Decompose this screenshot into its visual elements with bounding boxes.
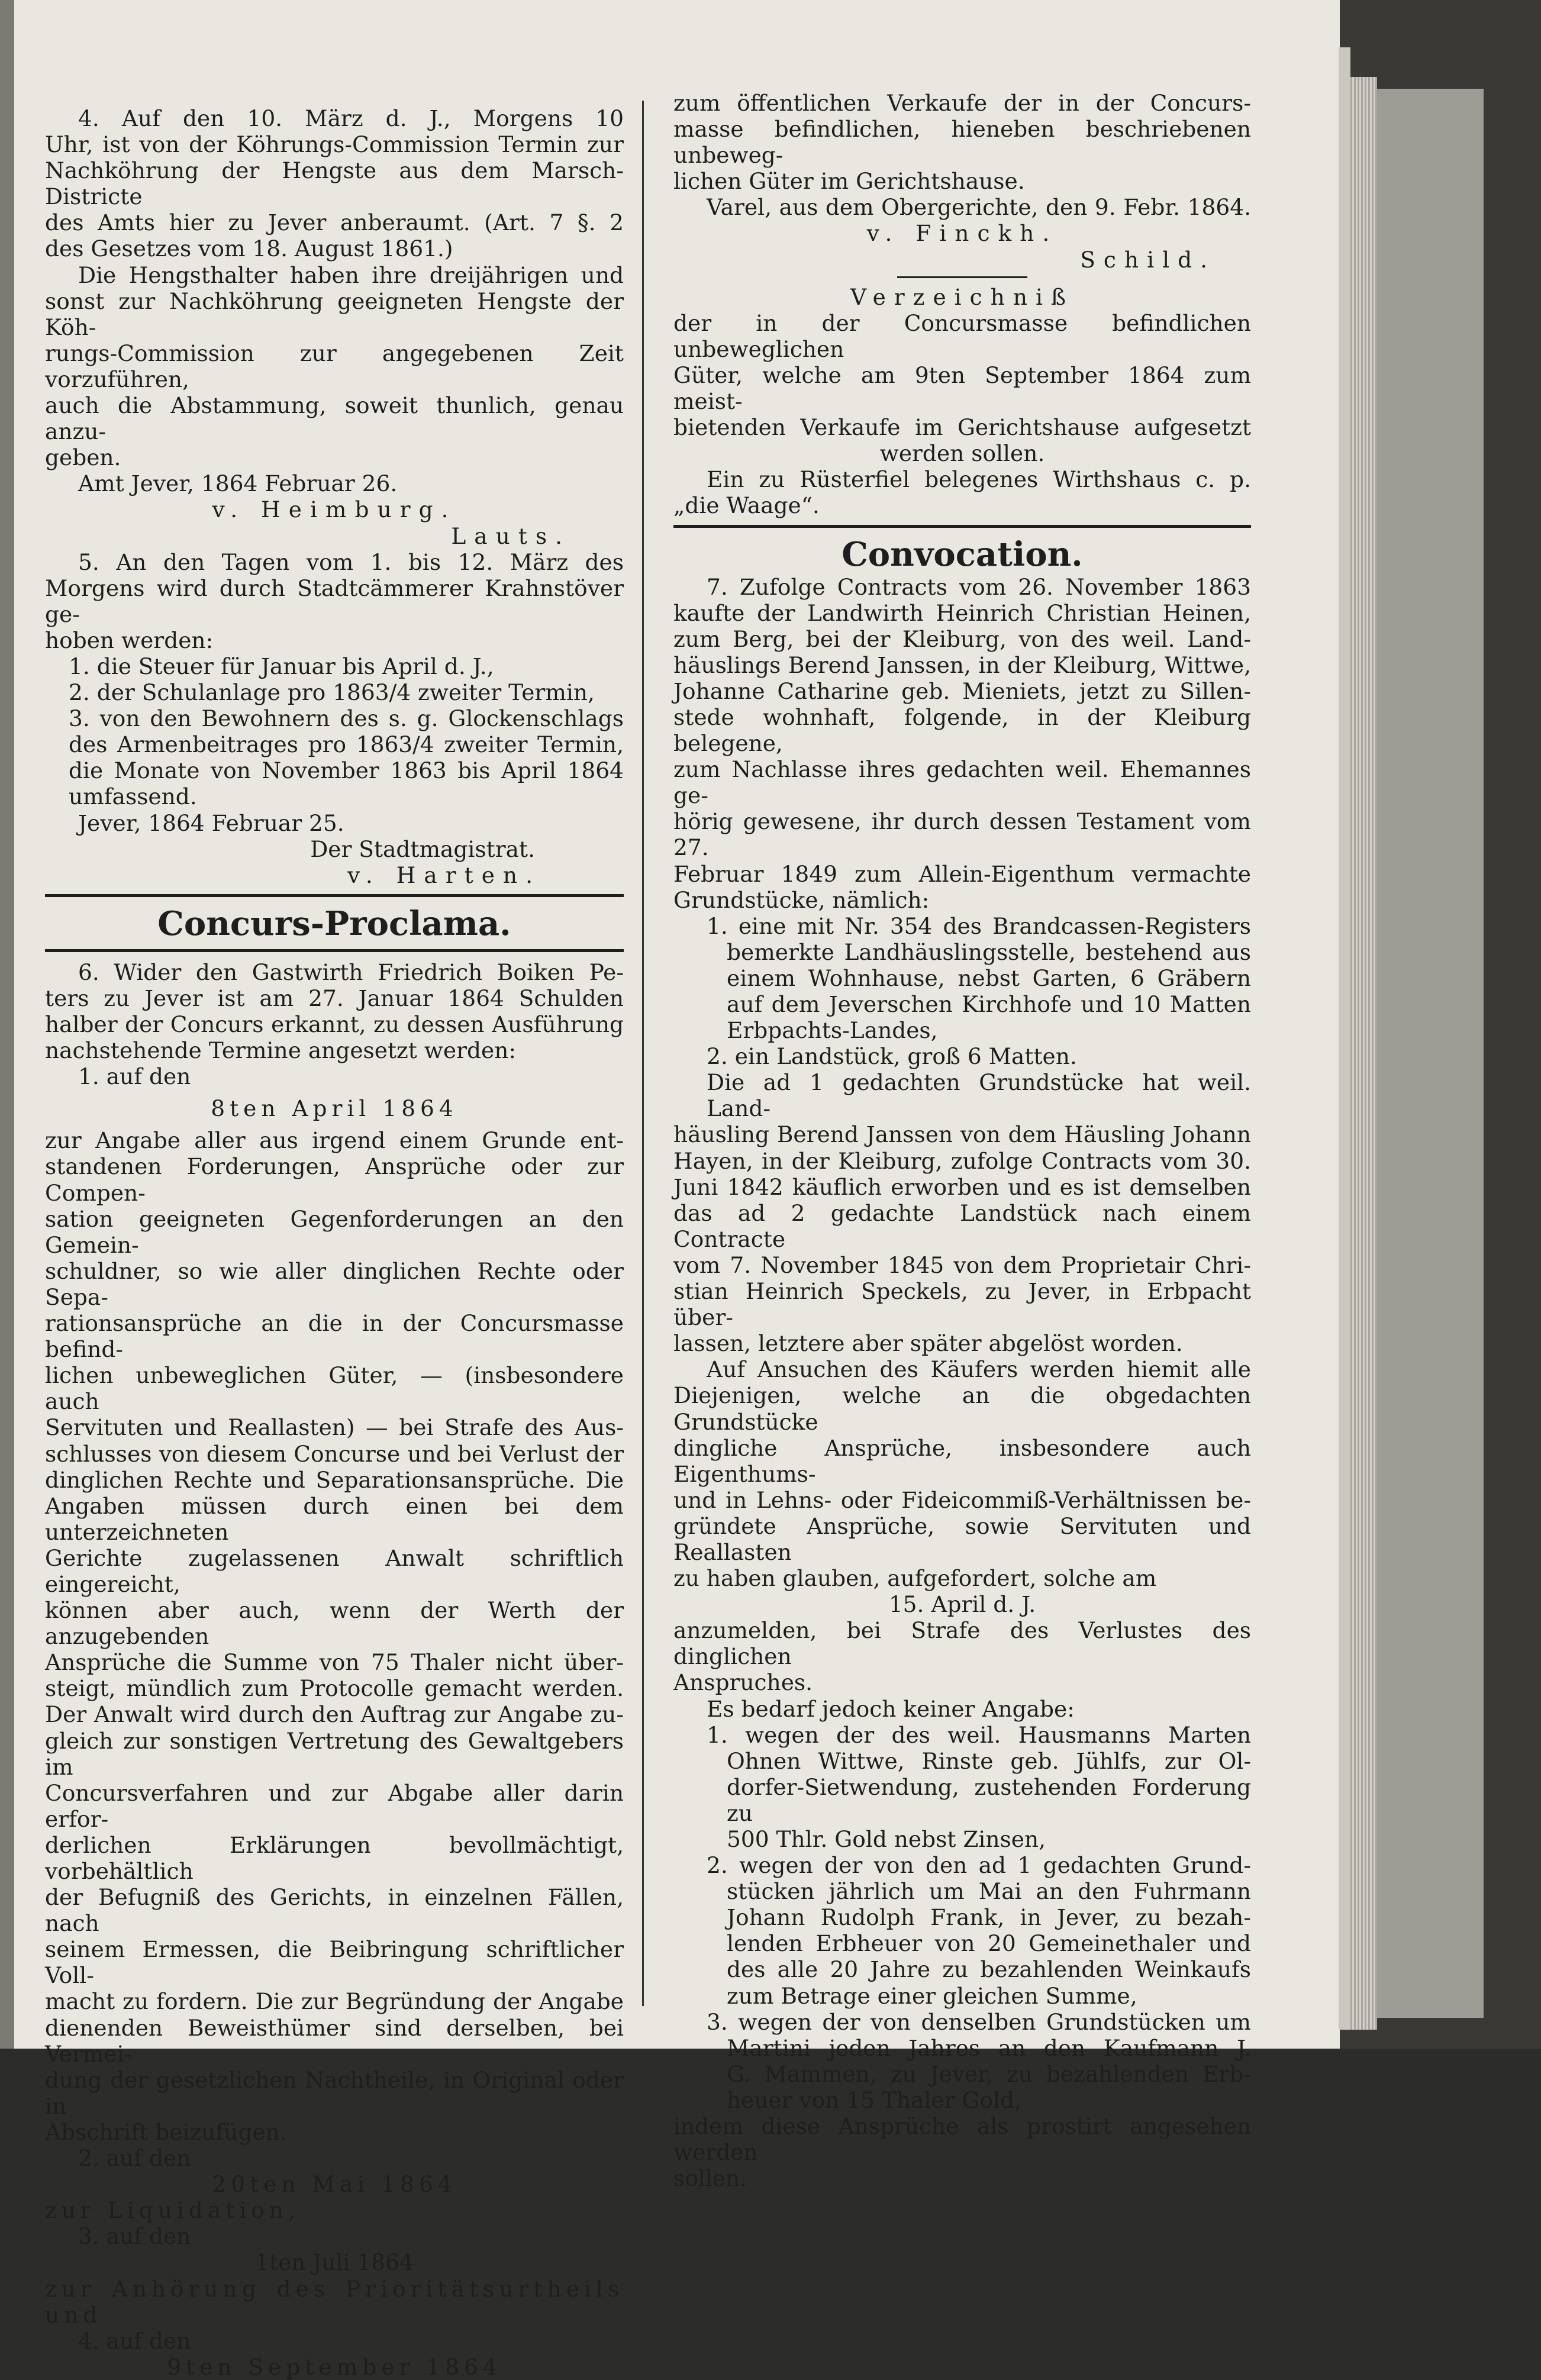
text-line: G. Mammen, zu Jever, zu bezahlenden Erb- (727, 2060, 1251, 2087)
text-line: die Monate von November 1863 bis April 1864 (69, 757, 624, 784)
text-line: lichen Güter im Gerichtshause. (673, 168, 1025, 195)
signature: v. Harten. (347, 862, 541, 888)
section-rule (673, 525, 1251, 528)
text-line: sation geeigneten Gegenforderungen an den Gemein- (45, 1205, 624, 1258)
date-line: 8ten April 1864 (211, 1095, 458, 1122)
text-line: stücken jährlich um Mai an den Fuhrmann (727, 1878, 1251, 1905)
text-line: Martini jeden Jahres an den Kaufmann J. (727, 2034, 1251, 2061)
previous-leaf-edge (0, 0, 14, 2049)
date-line: 15. April d. J. (888, 1591, 1036, 1618)
text-line: heuer von 15 Thaler Gold, (727, 2086, 1022, 2113)
text-line: ters zu Jever ist am 27. Januar 1864 Schulden (45, 985, 624, 1011)
text-line: Gerichte zugelassenen Anwalt schriftlich eingereicht, (45, 1544, 624, 1597)
text-line: hörig gewesene, ihr durch dessen Testament vom 27. (673, 808, 1251, 861)
text-line: rungs-Commission zur angegebenen Zeit vorzuführen, (45, 340, 624, 392)
text-line: Güter, welche am 9ten September 1864 zum meist- (673, 362, 1251, 415)
text-line: Anspruches. (673, 1669, 813, 1696)
text-line: das ad 2 gedachte Landstück nach einem Contracte (673, 1199, 1251, 1252)
text-line: sonst zur Nachköhrung geeigneten Hengste der Köh- (45, 288, 624, 340)
dateline: Amt Jever, 1864 Februar 26. (78, 470, 398, 497)
text-line: und in Lehns- oder Fideicommiß-Verhältnissen be- (673, 1486, 1251, 1513)
short-rule (897, 276, 1027, 278)
text-line: dinglichen Rechte und Separationsansprüche. Die (45, 1466, 624, 1493)
dateline: Varel, aus dem Obergerichte, den 9. Febr. 1864. (707, 194, 1251, 221)
text-line: umfassend. (69, 783, 197, 810)
text-line: dingliche Ansprüche, insbesondere auch Eigenthums- (673, 1434, 1251, 1487)
text-line: Johann Rudolph Frank, in Jever, zu bezah- (727, 1904, 1251, 1931)
text-line: zur Anhörung des Prioritätsurtheils und (45, 2275, 624, 2328)
list-item: 2. wegen der von den ad 1 gedachten Grund- (707, 1852, 1251, 1879)
text-line: können aber auch, wenn der Werth der anzugebenden (45, 1597, 624, 1650)
text-line: zum Nachlasse ihres gedachten weil. Ehemannes ge- (673, 756, 1251, 809)
text-line: der Befugniß des Gerichts, in einzelnen Fällen, nach (45, 1884, 624, 1937)
signature: Lauts. (451, 523, 570, 549)
text-line: macht zu fordern. Die zur Begründung der Angabe (45, 1988, 624, 2015)
text-line: gleich zur sonstigen Vertretung des Gewaltgebers im (45, 1727, 624, 1780)
text-line: standenen Forderungen, Ansprüche oder zur Compen- (45, 1153, 624, 1206)
text-line: lichen unbeweglichen Güter, — (insbesondere auch (45, 1362, 624, 1415)
text-line: auch die Abstammung, soweit thunlich, genau anzu- (45, 392, 624, 445)
signature: Schild. (1080, 246, 1216, 273)
right-column (673, 90, 1251, 2191)
text-line: gründete Ansprüche, sowie Servituten und Reallasten (673, 1513, 1251, 1565)
text-line: häusling Berend Janssen von dem Häusling Johann (673, 1121, 1251, 1148)
list-item: 2. der Schulanlage pro 1863/4 zweiter Termin, (69, 679, 595, 706)
text-line: des alle 20 Jahre zu bezahlenden Weinkaufs (727, 1956, 1251, 1983)
date-line: 1ten Juli 1864 (255, 2249, 414, 2276)
text-line: Die Hengsthalter haben ihre dreijährigen und (78, 262, 624, 288)
list-item: 3. von den Bewohnern des s. g. Glockenschlags (69, 705, 624, 732)
text-line: Juni 1842 käuflich erworben und es ist demselben (673, 1173, 1251, 1200)
text-line: 5. An den Tagen vom 1. bis 12. März des (78, 549, 624, 575)
text-line: Die ad 1 gedachten Grundstücke hat weil. Land- (707, 1069, 1251, 1122)
text-line: sollen. (673, 2165, 747, 2192)
text-line: Concursverfahren und zur Abgabe aller darin erfor- (45, 1779, 624, 1832)
text-line: Servituten und Reallasten) — bei Strafe des Aus- (45, 1414, 624, 1441)
text-line: auf dem Jeverschen Kirchhofe und 10 Matten (727, 991, 1251, 1017)
text-line: lassen, letztere aber später abgelöst worden. (673, 1330, 1183, 1357)
list-item: 1. eine mit Nr. 354 des Brandcassen-Registers (707, 912, 1251, 939)
book-cover-edge (1377, 89, 1484, 2018)
text-line: Auf Ansuchen des Käufers werden hiemit alle (707, 1356, 1251, 1383)
text-line: werden sollen. (879, 440, 1045, 467)
text-line: 6. Wider den Gastwirth Friedrich Boiken Pe- (78, 959, 624, 985)
date-line: 20ten Mai 1864 (212, 2171, 457, 2198)
text-line: 1. auf den (78, 1063, 191, 1090)
text-line: zum Berg, bei der Kleiburg, von des weil. Land- (673, 625, 1251, 652)
text-line: zu haben glauben, aufgefordert, solche am (673, 1565, 1157, 1592)
text-line: Uhr, ist von der Köhrungs-Commission Termin zur (45, 131, 624, 158)
section-rule (45, 894, 624, 897)
text-line: Es bedarf jedoch keiner Angabe: (707, 1695, 1075, 1722)
text-line: Februar 1849 zum Allein-Eigenthum vermachte (673, 860, 1251, 887)
text-line: dienenden Beweisthümer sind derselben, bei Vermei- (45, 2014, 624, 2067)
text-line: Ohnen Wittwe, Rinste geb. Jühlfs, zur Ol- (727, 1747, 1251, 1774)
text-line: indem diese Ansprüche als prostirt angesehen werden (673, 2113, 1251, 2166)
text-line: hoben werden: (45, 627, 214, 653)
signature: Der Stadtmagistrat. (310, 836, 535, 862)
text-line: Der Anwalt wird durch den Auftrag zur Angabe zu- (45, 1701, 624, 1728)
text-line: Johanne Catharine geb. Mieniets, jetzt zu Sillen- (673, 678, 1251, 704)
text-line: vom 7. November 1845 von dem Proprietair Chri- (673, 1252, 1251, 1278)
text-line: zur Liquidation, (45, 2197, 300, 2224)
text-line: der in der Concursmasse befindlichen unbeweglichen (673, 309, 1251, 362)
text-line: Erbpachts-Landes, (727, 1017, 938, 1044)
signature: v. Heimburg. (212, 496, 457, 523)
text-line: kaufte der Landwirth Heinrich Christian Heinen, (673, 599, 1251, 626)
text-line: seinem Ermessen, die Beibringung schriftlicher Voll- (45, 1936, 624, 1989)
text-line: schuldner, so wie aller dinglichen Rechte oder Sepa- (45, 1257, 624, 1310)
page-gutter (1339, 47, 1350, 2030)
text-line: anzumelden, bei Strafe des Verlustes des dinglichen (673, 1617, 1251, 1670)
text-line: Hayen, in der Kleiburg, zufolge Contracts vom 30. (673, 1147, 1251, 1174)
text-line: Angaben müssen durch einen bei dem unterzeichneten (45, 1492, 624, 1545)
section-heading: Convocation. (842, 534, 1083, 574)
column-divider (642, 101, 644, 2006)
text-line: 7. Zufolge Contracts vom 26. November 1863 (707, 573, 1251, 600)
text-line: geben. (45, 444, 121, 471)
left-column (45, 105, 624, 2380)
text-line: 2. auf den (78, 2145, 191, 2172)
list-item: 3. wegen der von denselben Grundstücken um (707, 2008, 1251, 2035)
text-line: stede wohnhaft, folgende, in der Kleiburg belegene, (673, 704, 1251, 757)
text-line: 4. auf den (78, 2327, 191, 2354)
text-line: Nachköhrung der Hengste aus dem Marsch-Districte (45, 157, 624, 210)
text-line: zum Betrage einer gleichen Summe, (727, 1982, 1137, 2009)
text-line: 4. Auf den 10. März d. J., Morgens 10 (78, 105, 624, 131)
text-line: des Gesetzes vom 18. August 1861.) (45, 236, 453, 262)
text-line: Diejenigen, welche an die obgedachten Grundstücke (673, 1382, 1251, 1435)
text-line: halber der Concurs erkannt, zu dessen Ausführung (45, 1011, 624, 1037)
text-line: 500 Thlr. Gold nebst Zinsen, (727, 1826, 1046, 1852)
text-line: derlichen Erklärungen bevollmächtigt, vorbehältlich (45, 1831, 624, 1884)
list-heading: Verzeichniß (850, 283, 1075, 310)
signature: v. Finckh. (866, 220, 1058, 247)
text-line: rationsansprüche an die in der Concursmasse befind- (45, 1310, 624, 1363)
section-heading: Concurs-Proclama. (157, 904, 511, 943)
text-line: nachstehende Termine angesetzt werden: (45, 1037, 516, 1064)
text-line: einem Wohnhause, nebst Garten, 6 Gräbern (727, 965, 1251, 991)
text-line: masse befindlichen, hieneben beschriebenen unbeweg- (673, 116, 1251, 169)
text-line: stian Heinrich Speckels, zu Jever, in Erbpacht über- (673, 1278, 1251, 1331)
text-line: lenden Erbheuer von 20 Gemeinethaler und (727, 1930, 1251, 1957)
list-item: 1. die Steuer für Januar bis April d. J., (69, 653, 494, 679)
text-line: schlusses von diesem Concurse und bei Verlust der (45, 1440, 624, 1467)
text-line: zum öffentlichen Verkaufe der in der Concurs- (673, 90, 1251, 116)
dateline: Jever, 1864 Februar 25. (78, 810, 344, 836)
text-line: des Amts hier zu Jever anberaumt. (Art. 7 §. 2 (45, 209, 624, 236)
text-line: des Armenbeitrages pro 1863/4 zweiter Termin, (69, 731, 624, 758)
date-line: 9ten September 1864 (167, 2353, 502, 2380)
text-line: bemerkte Landhäuslingsstelle, bestehend aus (727, 939, 1251, 965)
text-line: Ansprüche die Summe von 75 Thaler nicht über- (45, 1649, 624, 1676)
list-item: 1. wegen der des weil. Hausmanns Marten (707, 1721, 1251, 1748)
list-item: 2. ein Landstück, groß 6 Matten. (707, 1043, 1077, 1070)
text-line: Ein zu Rüsterfiel belegenes Wirthshaus c. p. (707, 466, 1251, 493)
text-line: 3. auf den (78, 2223, 191, 2250)
text-line: „die Waage“. (673, 492, 820, 519)
text-line: Abschrift beizufügen. (45, 2118, 287, 2145)
text-line: zur Angabe aller aus irgend einem Grunde ent- (45, 1127, 624, 1154)
section-rule (45, 949, 624, 952)
text-line: dorfer-Sietwendung, zustehenden Forderung zu (727, 1773, 1251, 1826)
page-stack-edge (1350, 77, 1377, 2030)
text-line: häuslings Berend Janssen, in der Kleiburg, Wittwe, (673, 652, 1251, 678)
text-line: dung der gesetzlichen Nachtheile, in Original oder in (45, 2066, 624, 2119)
text-line: Morgens wird durch Stadtcämmerer Krahnstöver ge- (45, 575, 624, 627)
text-line: steigt, mündlich zum Protocolle gemacht werden. (45, 1675, 624, 1702)
text-line: bietenden Verkaufe im Gerichtshause aufgesetzt (673, 414, 1251, 441)
text-line: Grundstücke, nämlich: (673, 886, 930, 913)
